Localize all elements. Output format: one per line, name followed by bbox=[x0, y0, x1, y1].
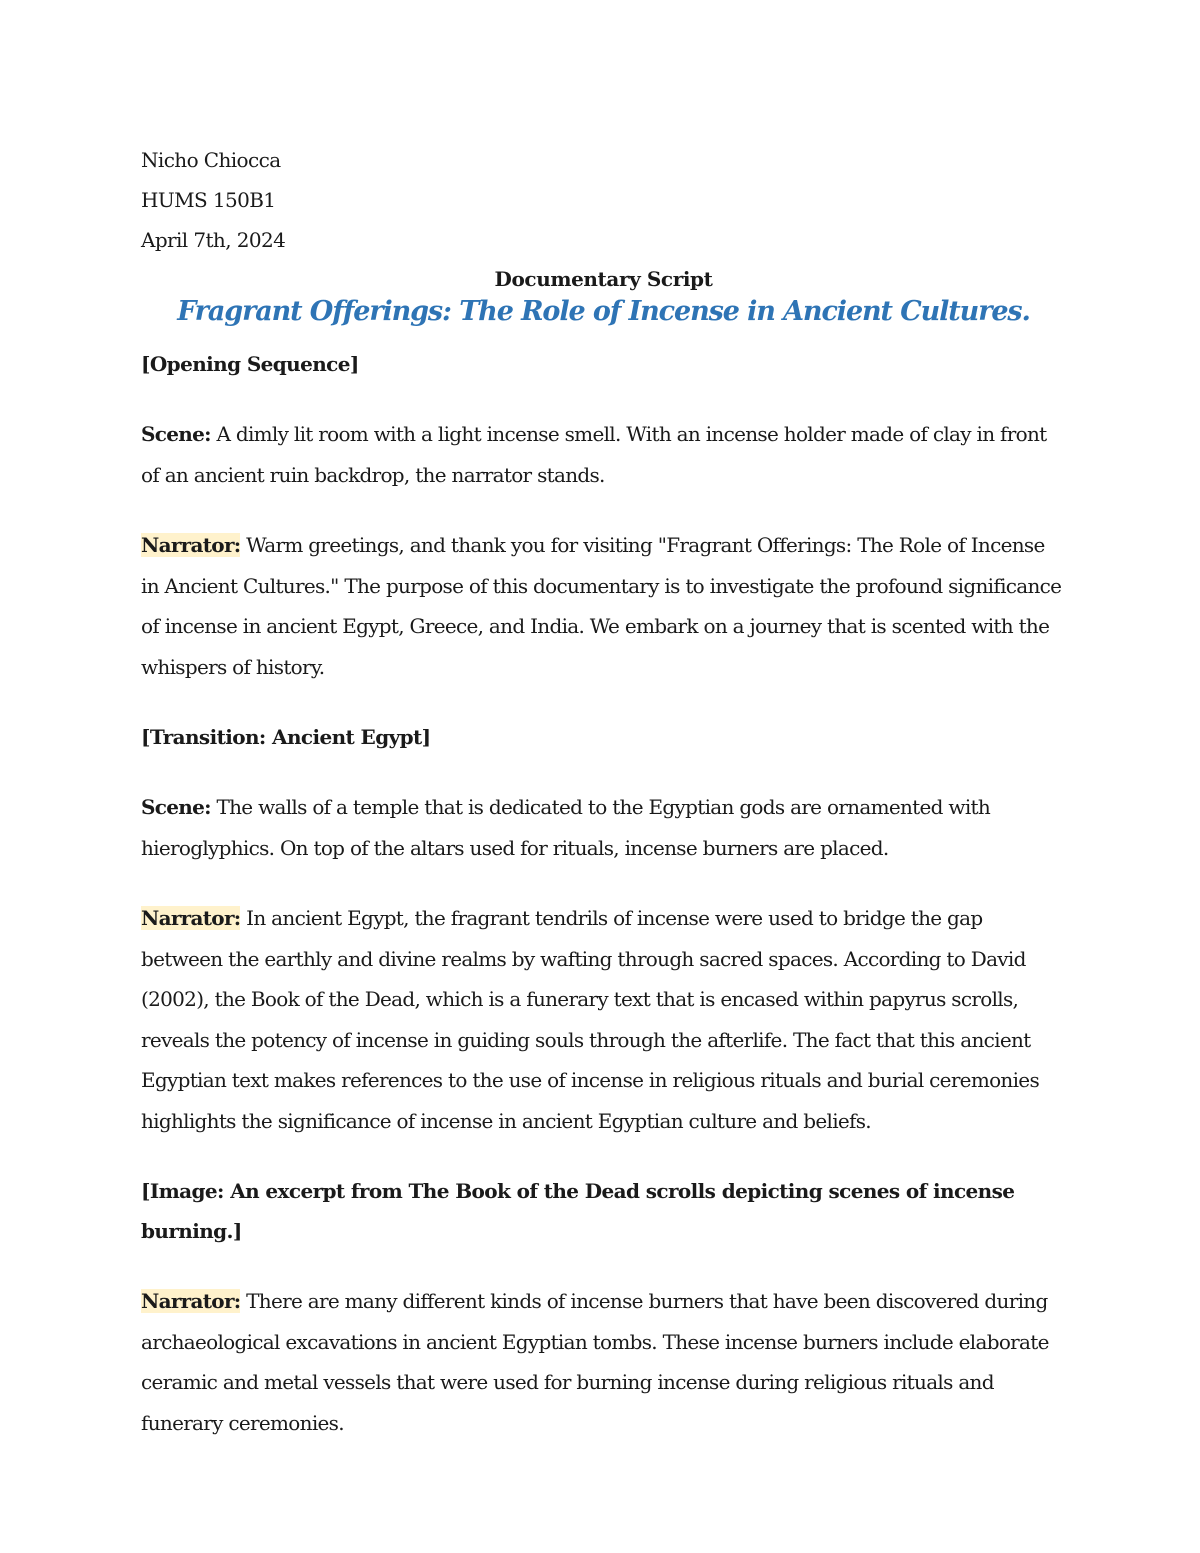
document-label: Documentary Script bbox=[494, 267, 713, 291]
document-content bbox=[141, 140, 1066, 1443]
document-date: April 7th, 2024 bbox=[141, 228, 286, 252]
egypt-scene-paragraph bbox=[141, 787, 1066, 868]
narrator-text: In ancient Egypt, the fragrant tendrils of incense were used to bridge the gap between the earthly and divine realms by wafting through sacred spaces. According to David (2002), the Book of the Dead, which is a funerary text that is encased within papyrus scrolls, reveals the potency of incense in guiding souls through the afterlife. The fact that this ancient Egyptian text makes references to the use of incense in religious rituals and burial ceremonies highlights the significance of incense in ancient Egyptian culture and beliefs. bbox=[141, 906, 1040, 1133]
narrator-label: Narrator: bbox=[141, 533, 241, 557]
opening-sequence-heading: [Opening Sequence] bbox=[141, 352, 359, 376]
burners-narrator-paragraph bbox=[141, 1281, 1066, 1443]
opening-scene-paragraph bbox=[141, 414, 1066, 495]
document-title: Fragrant Offerings: The Role of Incense in Ancient Cultures. bbox=[177, 296, 1030, 327]
scene-text: The walls of a temple that is dedicated to the Egyptian gods are ornamented with hieroglyphics. On top of the altars used for rituals, incense burners are placed. bbox=[141, 795, 991, 860]
opening-narrator-paragraph bbox=[141, 525, 1066, 687]
narrator-text: There are many different kinds of incense burners that have been discovered during archaeological excavations in ancient Egyptian tombs. These incense burners include elaborate ceramic and metal vessels that were used for burning incense during religious rituals and funerary ceremonies. bbox=[141, 1289, 1049, 1435]
narrator-label: Narrator: bbox=[141, 906, 241, 930]
course-code: HUMS 150B1 bbox=[141, 188, 276, 212]
scene-text: A dimly lit room with a light incense smell. With an incense holder made of clay in front of an ancient ruin backdrop, the narrator stands. bbox=[141, 422, 1047, 487]
egypt-narrator-paragraph bbox=[141, 898, 1066, 1141]
image-caption-heading: [Image: An excerpt from The Book of the Dead scrolls depicting scenes of incense burning.] bbox=[141, 1179, 1015, 1243]
scene-label: Scene: bbox=[141, 422, 211, 446]
egypt-transition-heading: [Transition: Ancient Egypt] bbox=[141, 725, 431, 749]
author-name: Nicho Chiocca bbox=[141, 148, 281, 172]
narrator-text: Warm greetings, and thank you for visiting "Fragrant Offerings: The Role of Incense in Ancient Cultures." The purpose of this documentary is to investigate the profound significance of incense in ancient Egypt, Greece, and India. We embark on a journey that is scented with the whispers of history. bbox=[141, 533, 1062, 679]
narrator-label: Narrator: bbox=[141, 1289, 241, 1313]
scene-label: Scene: bbox=[141, 795, 211, 819]
